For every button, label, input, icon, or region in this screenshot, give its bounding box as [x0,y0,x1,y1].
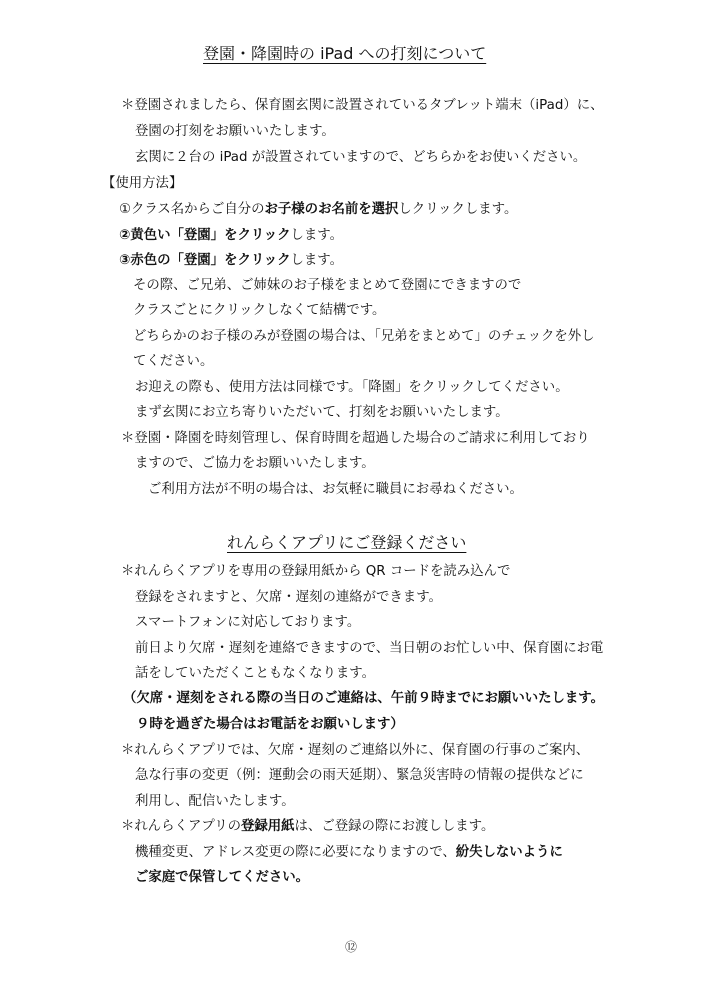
step-2 [119,227,343,245]
note-line-2: クラスごとにクリックしなくて結構です。 [133,303,386,318]
form-note-post: は、ご登録の際にお渡しします。 [294,819,495,834]
step-2-post: します。 [290,228,343,243]
intro-line-3: 玄関に２台の iPad が設置されていますので、どちらかをお使いください。 [135,150,587,165]
note-line-3: どちらかのお子様のみが登園の場合は、「兄弟をまとめて」のチェックを外し [133,329,595,344]
app-line-6: ＊れんらくアプリでは、欠席・遅刻のご連絡以外に、保育園の行事のご案内、 [121,743,590,758]
bold-notice-1: （欠席・遅刻をされる際の当日のご連絡は、午前９時までにお願いいたします。 [123,691,604,706]
form-note-pre: ＊れんらくアプリの [121,819,241,834]
step-1 [119,201,517,219]
step-3-bold: ③赤色の「登園」をクリック [119,253,291,268]
keep-note-bold: 紛失しないように [455,845,563,860]
step-1-bold: お子様のお名前を選択 [264,202,399,217]
intro-line-2: 登園の打刻をお願いいたします。 [135,124,335,139]
note-line-9: ご利用方法が不明の場合は、お気軽に職員にお尋ねください。 [148,482,523,497]
intro-line-1: ＊登園されましたら、保育園玄関に設置されているタブレット端末（iPad）に、 [121,98,604,113]
step-1-pre: ①クラス名からご自分の [119,202,265,217]
app-line-5: 話をしていただくこともなくなります。 [135,666,375,681]
step-3 [119,252,343,270]
step-3-post: します。 [290,253,343,268]
page-number: ⑫ [345,940,358,954]
form-note-bold: 登録用紙 [240,819,295,834]
note-line-1: その際、ご兄弟、ご姉妹のお子様をまとめて登園にできますので [133,278,522,293]
section2-title: れんらくアプリにご登録ください [227,533,467,552]
note-line-4: てください。 [133,354,214,369]
note-line-8: ますので、ご協力をお願いいたします。 [135,456,375,471]
step-2-bold: ②黄色い「登園」をクリック [119,228,291,243]
note-line-6: まず玄関にお立ち寄りいただいて、打刻をお願いいたします。 [135,405,509,420]
section1-title: 登園・降園時の iPad への打刻について [203,44,487,63]
keep-note [135,844,563,862]
app-line-3: スマートフォンに対応しております。 [135,615,361,630]
app-line-7: 急な行事の変更（例：運動会の雨天延期）、緊急災害時の情報の提供などに [135,768,584,783]
note-line-7: ＊登園・降園を時刻管理し、保育時間を超過した場合のご請求に利用しており [121,431,590,446]
step-1-post: しクリックします。 [398,202,518,217]
keep-note-2: ご家庭で保管してください。 [135,870,310,885]
bold-notice-2: ９時を過ぎた場合はお電話をお願いします） [136,717,404,732]
note-line-5: お迎えの際も、使用方法は同様です。「降園」をクリックしてください。 [135,380,569,395]
app-line-4: 前日より欠席・遅刻を連絡できますので、当日朝のお忙しい中、保育園にお電 [135,641,604,656]
form-note [121,818,494,836]
app-line-2: 登録をされますと、欠席・遅刻の連絡ができます。 [135,590,442,605]
usage-header: 【使用方法】 [102,176,183,191]
app-line-1: ＊れんらくアプリを専用の登録用紙から QR コードを読み込んで [121,564,511,579]
app-line-8: 利用し、配信いたします。 [135,794,295,809]
keep-note-pre: 機種変更、アドレス変更の際に必要になりますので、 [135,845,456,860]
